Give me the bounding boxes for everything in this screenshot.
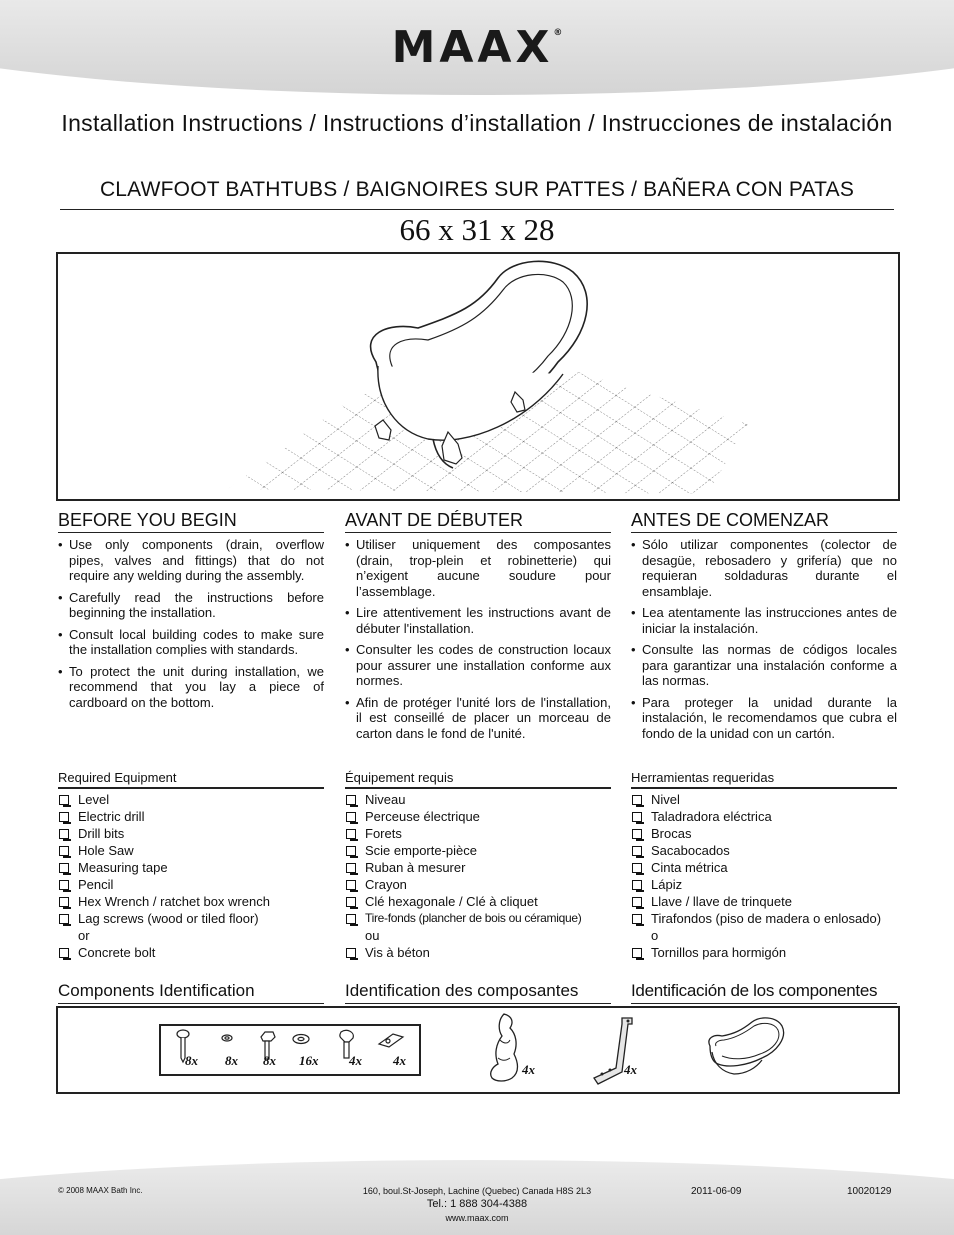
list-item: • Use only components (drain, overflow pipes, valves and fittings) that do not require any welding during the assembly. [58,537,324,584]
equipment-heading: Équipement requis [345,770,611,789]
qty-label: 8x [185,1053,198,1068]
checklist-item: Vis à béton [345,944,611,961]
checklist-connector: or [78,928,90,943]
checklist-connector: o [651,928,659,943]
product-subtitle: CLAWFOOT BATHTUBS / BAIGNOIRES SUR PATTES / BAÑERA CON PATAS [99,178,855,201]
document-number: 10020129 [847,1186,892,1197]
list-item: • Lea atentamente las instrucciones antes de iniciar la instalación. [631,605,897,636]
checklist-item: Concrete bolt [58,944,324,961]
company-address: 160, boul.St-Joseph, Lachine (Quebec) Canada H8S 2L3 [362,1186,592,1196]
hex-bolt-icon [261,1032,275,1041]
checkbox-icon [632,812,642,822]
checkbox-icon [59,948,69,958]
checklist-item: Lag screws (wood or tiled floor) [58,910,324,927]
checkbox-icon [632,795,642,805]
checklist-item: Crayon [345,876,611,893]
hardware-drawings [161,1026,419,1074]
product-dimensions: 66 x 31 x 28 [399,212,555,247]
checkbox-icon [632,914,642,924]
qty-label: 16x [299,1053,319,1068]
list-item: • Afin de protéger l'unité lors de l'installation, il est conseillé de placer un morceau de carton dans le fond de l'unité. [345,695,611,742]
checkbox-icon [346,880,356,890]
equipment-heading: Required Equipment [58,770,324,789]
checklist-item: Clé hexagonale / Clé à cliquet [345,893,611,910]
equipment-heading: Herramientas requeridas [631,770,897,789]
components-heading-en: Components Identification [58,980,324,1004]
copyright: © 2008 MAAX Bath Inc. [58,1186,143,1195]
section-heading: ANTES DE COMENZAR [631,509,897,533]
checkbox-icon [346,914,356,924]
checkbox-icon [346,812,356,822]
checkbox-icon [59,846,69,856]
components-heading-es: Identificación de los componentes [631,980,897,1004]
clawfoot-tub-drawing [58,254,898,499]
checkbox-icon [632,863,642,873]
checklist-item: Drill bits [58,825,324,842]
equipment-list-es [631,770,897,961]
document-date: 2011-06-09 [691,1186,742,1197]
checklist-item: Perceuse électrique [345,808,611,825]
bathtub-icon [704,1016,788,1080]
bracket-qty-label: 4x [624,1062,637,1077]
mounting-plate-icon [379,1034,403,1047]
checkbox-icon [632,846,642,856]
equipment-list-en [58,770,324,961]
checklist-item: Scie emporte-pièce [345,842,611,859]
checklist-connector: ou [365,928,380,943]
section-before-you-begin-fr [345,509,611,747]
qty-label: 8x [225,1053,238,1068]
checklist-item: Tornillos para hormigón [631,944,897,961]
checkbox-icon [59,829,69,839]
checklist-item: Llave / llave de trinquete [631,893,897,910]
checkbox-icon [632,829,642,839]
hardware-kit [159,1024,421,1076]
list-item: • Carefully read the instructions before beginning the installation. [58,590,324,621]
checklist-item: Pencil [58,876,324,893]
checkbox-icon [632,880,642,890]
checkbox-icon [59,880,69,890]
page-title: Installation Instructions / Instructions d’installation / Instrucciones de instalación [61,110,893,136]
maax-logo: MAAX® [391,22,563,73]
checklist-item: Hex Wrench / ratchet box wrench [58,893,324,910]
checklist-item: Cinta métrica [631,859,897,876]
checklist-item: Sacabocados [631,842,897,859]
checkbox-icon [346,897,356,907]
checkbox-icon [59,812,69,822]
checklist-item: Lápiz [631,876,897,893]
bathtub-illustration [56,252,900,501]
components-heading-fr: Identification des composantes [345,980,611,1004]
list-item: • Para proteger la unidad durante la instalación, le recomendamos que cubra el fondo de la unidad con un cartón. [631,695,897,742]
checklist-item: Electric drill [58,808,324,825]
list-item: • Consulter les codes de construction locaux pour assurer une installation conforme aux normes. [345,642,611,689]
qty-label: 8x [263,1053,276,1068]
checkbox-icon [346,829,356,839]
concrete-bolt-icon [340,1030,353,1042]
section-heading: BEFORE YOU BEGIN [58,509,324,533]
checkbox-icon [632,948,642,958]
checkbox-icon [346,795,356,805]
list-item: • Consulte las normas de códigos locales para garantizar una instalación conforme a las normas. [631,642,897,689]
checklist-item: Forets [345,825,611,842]
checklist-item: Tirafondos (piso de madera o enlosado) [631,910,897,927]
checkbox-icon [346,846,356,856]
list-item: • To protect the unit during installation, we recommend that you lay a piece of cardboard on the bottom. [58,664,324,711]
title-divider [60,209,894,210]
checklist-item: Brocas [631,825,897,842]
checklist-item: Level [58,791,324,808]
checkbox-icon [59,863,69,873]
section-before-you-begin-en [58,509,324,716]
list-item: • Utiliser uniquement des composantes (drain, trop-plein et robinetterie) qui n’exigent aucune soudure pour l’assemblage. [345,537,611,599]
section-heading: AVANT DE DÉBUTER [345,509,611,533]
list-item: • Consult local building codes to make sure the installation complies with standards. [58,627,324,658]
components-panel [56,1006,900,1094]
list-item: • Sólo utilizar componentes (colector de desagüe, rebosadero y grifería) que no requieran soldaduras durante el ensamblaje. [631,537,897,599]
checklist-item: Hole Saw [58,842,324,859]
checkbox-icon [346,948,356,958]
checklist-item: Ruban à mesurer [345,859,611,876]
checklist-item: Niveau [345,791,611,808]
checklist-item: Measuring tape [58,859,324,876]
company-phone: Tel.: 1 888 304-4388 [426,1198,528,1210]
checklist-item: Nivel [631,791,897,808]
list-item: • Lire attentivement les instructions avant de débuter l'installation. [345,605,611,636]
checkbox-icon [632,897,642,907]
qty-label: 4x [349,1053,362,1068]
checkbox-icon [346,863,356,873]
checkbox-icon [59,795,69,805]
qty-label: 4x [393,1053,406,1068]
equipment-list-fr [345,770,611,961]
checkbox-icon [59,897,69,907]
section-before-you-begin-es [631,509,897,747]
lag-screw-icon [177,1030,189,1038]
checklist-item: Tire-fonds (plancher de bois ou céramique) [345,910,611,927]
checkbox-icon [59,914,69,924]
feet-qty-label: 4x [522,1062,535,1077]
claw-foot-icon [486,1010,526,1088]
company-website: www.maax.com [445,1213,509,1223]
checklist-item: Taladradora eléctrica [631,808,897,825]
